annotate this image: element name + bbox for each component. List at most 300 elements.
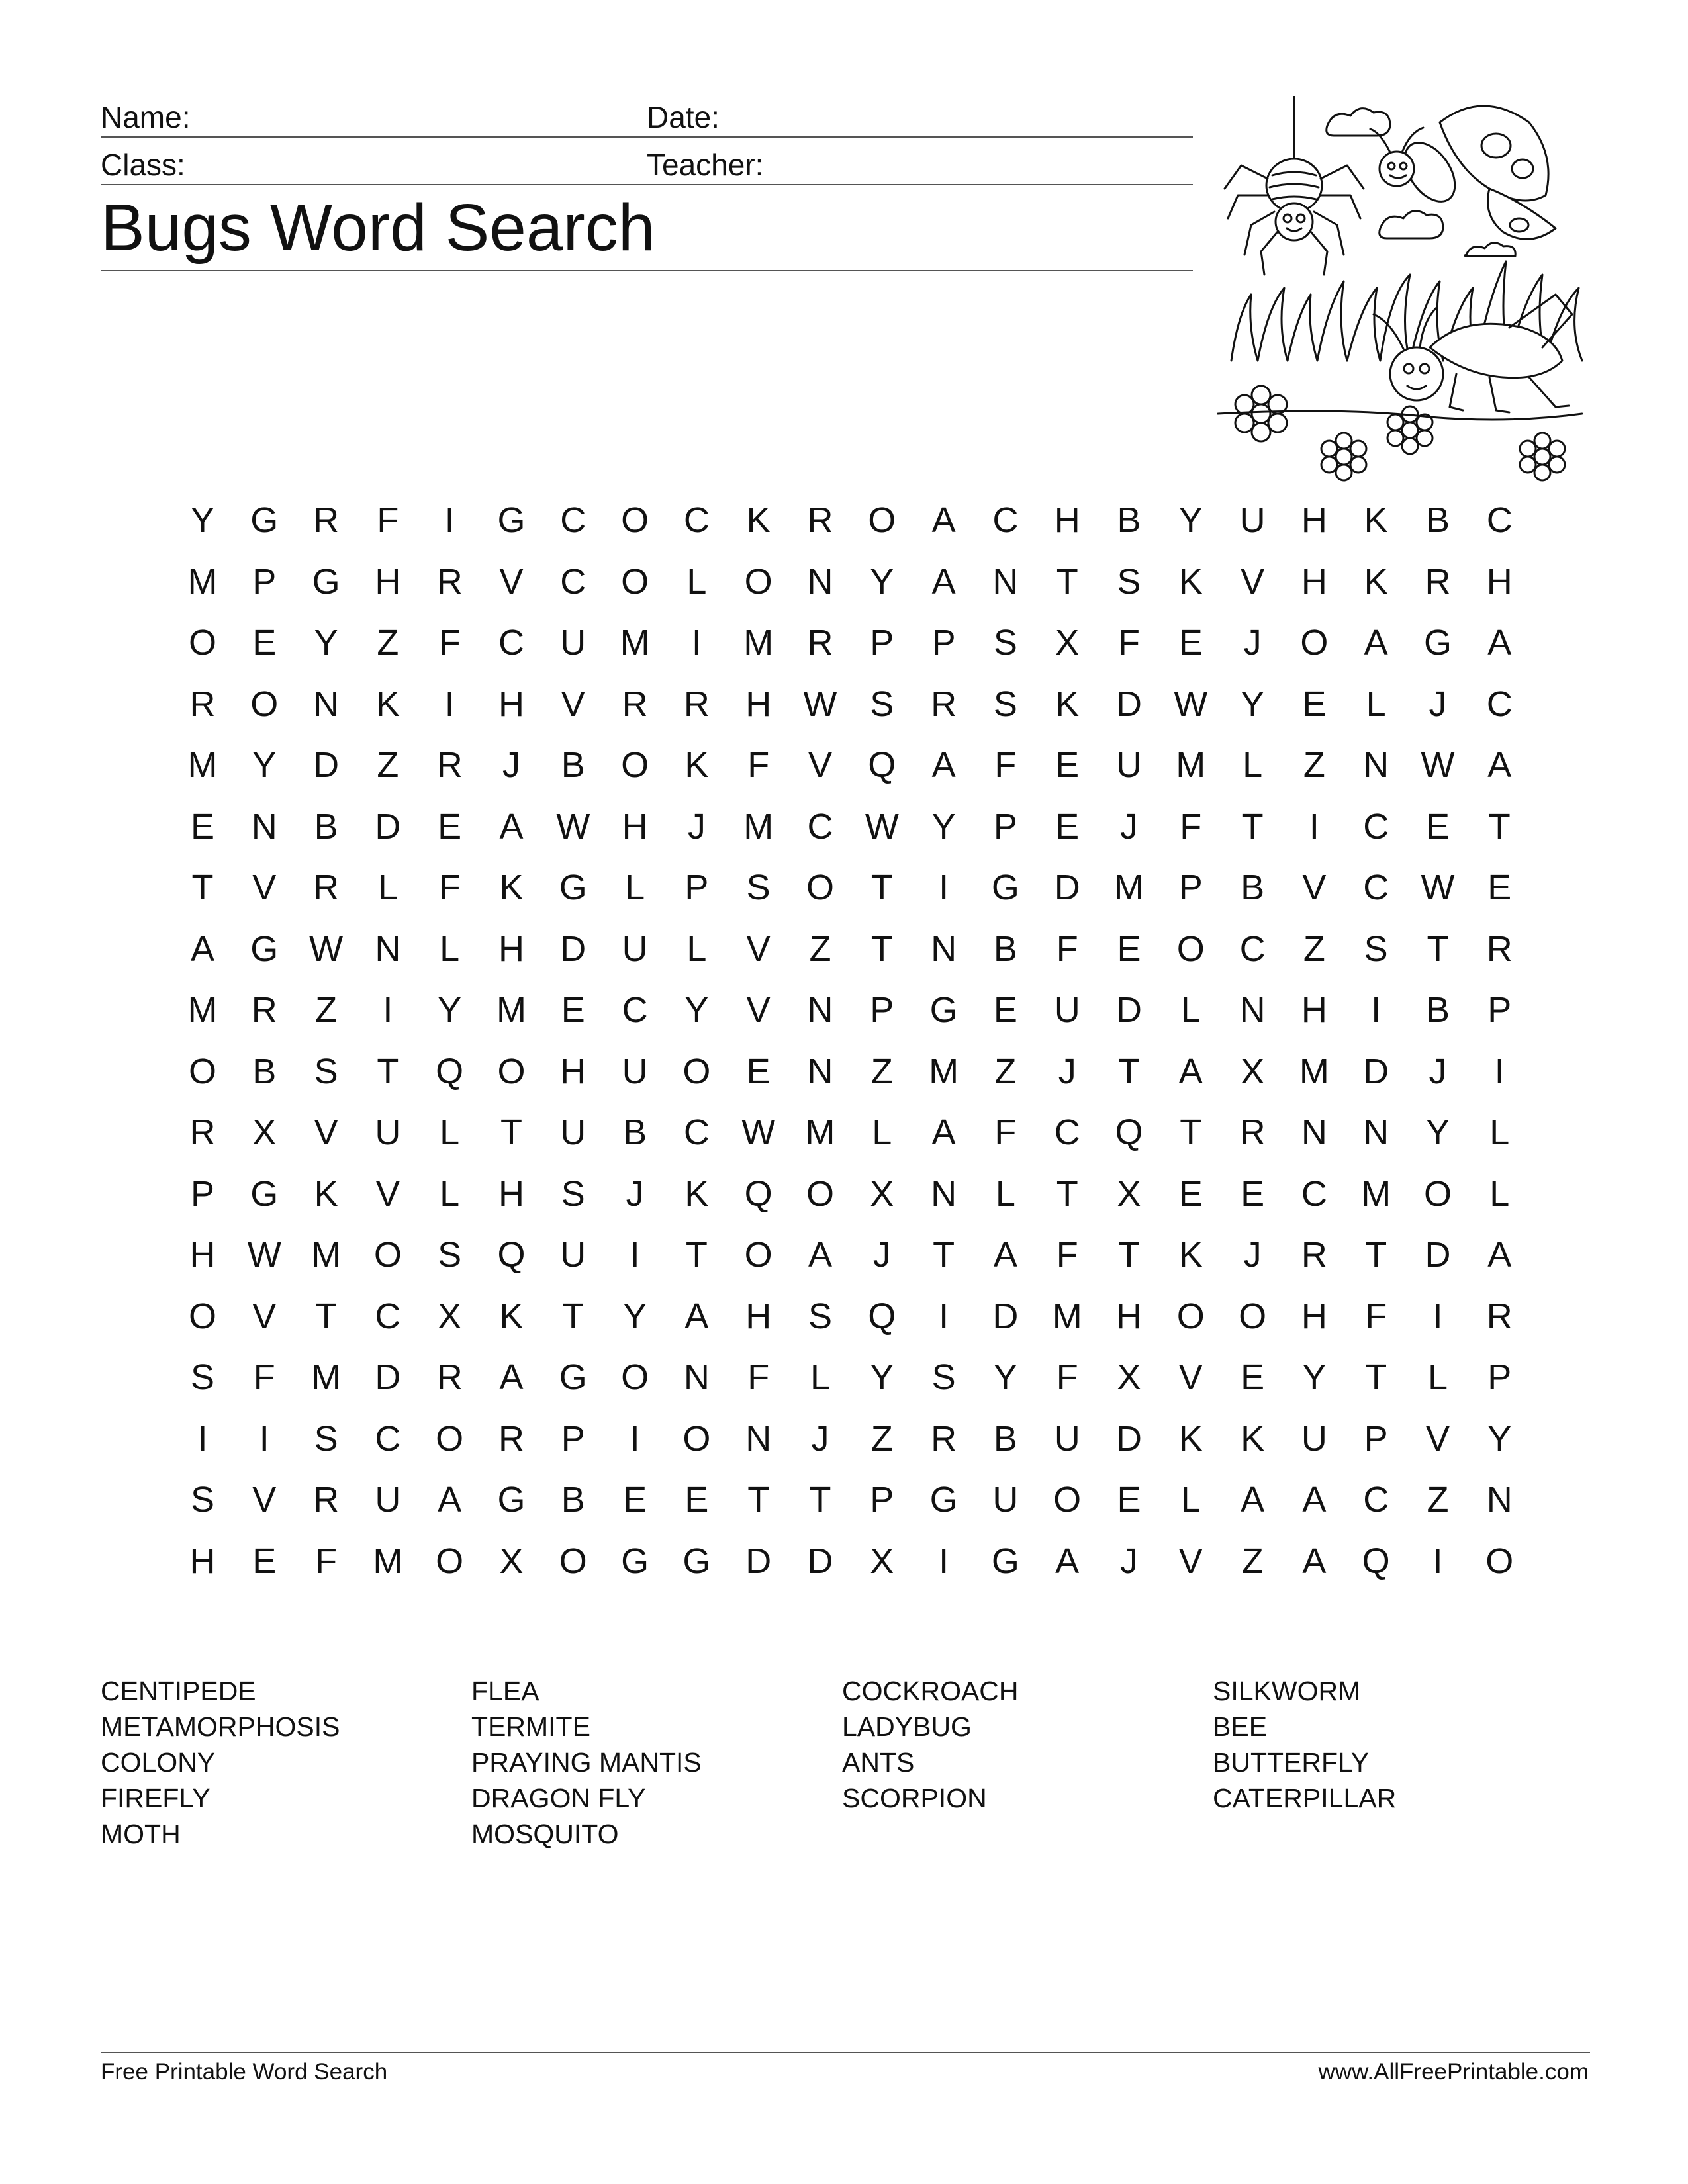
grid-letter: I xyxy=(1371,990,1382,1030)
grid-letter: Z xyxy=(870,1051,893,1091)
grid-letter: T xyxy=(809,1480,831,1520)
grid-letter: B xyxy=(561,1480,585,1520)
grid-letter: Y xyxy=(931,806,956,846)
grid-letter: X xyxy=(438,1296,462,1336)
grid-letter: U xyxy=(375,1113,401,1152)
footer-website: www.AllFreePrintable.com xyxy=(1318,2059,1589,2085)
grid-letter: O xyxy=(1176,1296,1205,1336)
butterfly-icon xyxy=(1370,106,1556,239)
grid-row xyxy=(172,674,1513,735)
grid-letter: A xyxy=(499,1357,524,1397)
grid-letter: C xyxy=(1363,1480,1389,1520)
grid-letter: C xyxy=(622,990,648,1030)
grid-letter: M xyxy=(1114,868,1144,907)
word-item: SCORPION xyxy=(842,1783,987,1813)
grid-letter: N xyxy=(931,1173,957,1214)
grid-letter: I xyxy=(1432,1541,1443,1581)
grid-letter: R xyxy=(498,1418,524,1459)
grid-letter: O xyxy=(1053,1480,1082,1520)
grid-letter: E xyxy=(561,990,585,1030)
grid-letter: V xyxy=(808,745,833,785)
grid-letter: A xyxy=(1241,1480,1265,1520)
word-item: METAMORPHOSIS xyxy=(101,1711,340,1742)
grid-letter: O xyxy=(1423,1173,1452,1214)
grid-letter: H xyxy=(498,1173,524,1214)
grid-letter: A xyxy=(1487,1235,1512,1275)
word-item: LADYBUG xyxy=(842,1711,972,1742)
grid-letter: E xyxy=(1425,806,1450,846)
grid-letter: M xyxy=(373,1541,403,1581)
grid-letter: T xyxy=(1365,1235,1387,1275)
grid-letter: J xyxy=(1243,1235,1262,1275)
grid-letter: F xyxy=(1056,1357,1078,1397)
grid-letter: H xyxy=(189,1541,216,1581)
bugs-illustration-icon xyxy=(1211,96,1589,486)
grid-letter: T xyxy=(870,929,893,969)
grid-letter: D xyxy=(1425,1235,1451,1275)
grid-letter: M xyxy=(1176,745,1206,785)
grid-letter: V xyxy=(1178,1357,1203,1397)
grid-letter: X xyxy=(870,1541,894,1581)
grid-letter: C xyxy=(560,561,586,602)
grid-letter: P xyxy=(1487,1357,1512,1397)
grid-letter: W xyxy=(309,929,344,969)
grid-letter: E xyxy=(623,1480,647,1520)
grid-letter: O xyxy=(682,1051,711,1091)
grid-letter: O xyxy=(436,1541,464,1581)
grid-row xyxy=(172,1408,1512,1470)
grid-letter: G xyxy=(1423,623,1452,662)
grid-letter: N xyxy=(807,561,833,602)
grid-letter: T xyxy=(1427,929,1449,969)
grid-letter: H xyxy=(375,561,401,602)
grid-letter: R xyxy=(1486,1296,1513,1336)
grid-letter: F xyxy=(1056,929,1078,969)
grid-letter: S xyxy=(1364,929,1388,969)
grid-letter: M xyxy=(1361,1173,1391,1214)
grid-letter: D xyxy=(560,929,586,969)
grid-letter: T xyxy=(1056,561,1078,602)
grid-letter: O xyxy=(1239,1296,1267,1336)
grid-letter: Y xyxy=(252,745,277,785)
grid-letter: E xyxy=(438,806,462,846)
grid-letter: R xyxy=(1486,929,1513,969)
grid-letter: M xyxy=(620,623,650,662)
grid-letter: N xyxy=(251,806,277,846)
grid-letter: L xyxy=(1180,990,1201,1030)
footer-divider xyxy=(101,2052,1590,2053)
grid-letter: O xyxy=(436,1418,464,1459)
grid-letter: O xyxy=(621,500,649,540)
grid-letter: G xyxy=(682,1541,711,1581)
grid-letter: H xyxy=(498,929,524,969)
grid-letter: L xyxy=(1243,745,1263,785)
grid-letter: V xyxy=(252,868,277,907)
grid-letter: I xyxy=(383,990,393,1030)
grid-letter: S xyxy=(561,1173,585,1214)
grid-letter: U xyxy=(992,1480,1019,1520)
grid-letter: Y xyxy=(993,1357,1017,1397)
grid-letter: B xyxy=(561,745,585,785)
grid-letter: E xyxy=(1302,684,1327,724)
grid-letter: G xyxy=(991,1541,1019,1581)
grid-letter: M xyxy=(805,1113,835,1152)
grid-letter: K xyxy=(684,745,709,785)
grid-letter: R xyxy=(1301,1235,1327,1275)
grid-letter: I xyxy=(259,1418,269,1459)
grid-letter: C xyxy=(1301,1173,1327,1214)
grid-letter: E xyxy=(746,1051,771,1091)
date-label: Date: xyxy=(647,100,720,134)
grid-letter: C xyxy=(992,500,1019,540)
grid-letter: I xyxy=(197,1418,208,1459)
grid-row xyxy=(172,1224,1512,1286)
grid-letter: A xyxy=(499,806,524,846)
grid-row xyxy=(172,1286,1513,1347)
grid-letter: R xyxy=(622,684,648,724)
grid-letter: B xyxy=(314,806,338,846)
grid-letter: O xyxy=(188,623,216,662)
grid-letter: R xyxy=(436,745,463,785)
grid-letter: P xyxy=(561,1418,585,1459)
grid-letter: Y xyxy=(1425,1113,1450,1152)
grid-letter: D xyxy=(992,1296,1019,1336)
grid-letter: U xyxy=(622,1051,648,1091)
grid-letter: T xyxy=(562,1296,585,1336)
grid-letter: Z xyxy=(1427,1480,1449,1520)
grid-letter: A xyxy=(1364,623,1388,662)
grid-letter: W xyxy=(803,684,837,724)
word-item: MOSQUITO xyxy=(471,1819,619,1849)
grid-letter: F xyxy=(1365,1296,1387,1336)
grid-letter: C xyxy=(1363,806,1389,846)
grid-letter: S xyxy=(746,868,771,907)
grid-letter: C xyxy=(1486,500,1513,540)
grid-letter: L xyxy=(1489,1173,1510,1214)
word-item: TERMITE xyxy=(471,1711,590,1742)
grid-letter: M xyxy=(187,561,218,602)
grid-letter: N xyxy=(807,1051,833,1091)
grid-letter: Z xyxy=(870,1418,893,1459)
grid-letter: S xyxy=(190,1480,215,1520)
grid-letter: S xyxy=(438,1235,462,1275)
grid-letter: R xyxy=(436,561,463,602)
grid-letter: I xyxy=(444,684,455,724)
name-label: Name: xyxy=(101,100,191,134)
grid-letter: C xyxy=(1054,1113,1080,1152)
grid-letter: Z xyxy=(809,929,831,969)
grid-letter: Q xyxy=(868,1296,896,1336)
grid-letter: H xyxy=(189,1235,216,1275)
grid-letter: G xyxy=(250,929,279,969)
grid-letter: O xyxy=(373,1235,402,1275)
grid-letter: X xyxy=(499,1541,524,1581)
grid-letter: A xyxy=(1487,623,1512,662)
grid-letter: S xyxy=(314,1051,338,1091)
grid-letter: S xyxy=(314,1418,338,1459)
grid-letter: L xyxy=(995,1173,1015,1214)
grid-letter: E xyxy=(1055,745,1080,785)
grid-letter: M xyxy=(311,1357,342,1397)
name-date-row xyxy=(101,99,1193,138)
grid-letter: L xyxy=(686,929,707,969)
grid-letter: J xyxy=(811,1418,829,1459)
grid-letter: A xyxy=(190,929,215,969)
grid-letter: E xyxy=(1241,1173,1265,1214)
grid-letter: R xyxy=(313,868,340,907)
grid-letter: V xyxy=(746,929,771,969)
grid-row xyxy=(172,612,1512,674)
grid-letter: H xyxy=(622,806,648,846)
grid-letter: O xyxy=(621,561,649,602)
grid-letter: L xyxy=(1366,684,1386,724)
grid-letter: S xyxy=(993,684,1017,724)
word-item: BUTTERFLY xyxy=(1213,1747,1370,1778)
grid-letter: D xyxy=(313,745,340,785)
grid-letter: G xyxy=(250,500,279,540)
grid-row xyxy=(172,1531,1514,1592)
grid-letter: R xyxy=(1239,1113,1266,1152)
grid-letter: J xyxy=(1243,623,1262,662)
grid-letter: J xyxy=(1120,806,1138,846)
grid-letter: T xyxy=(377,1051,399,1091)
grid-letter: V xyxy=(252,1296,277,1336)
grid-letter: F xyxy=(747,745,770,785)
grid-letter: C xyxy=(375,1418,401,1459)
grid-letter: C xyxy=(560,500,586,540)
grid-letter: I xyxy=(1309,806,1319,846)
grid-letter: B xyxy=(993,929,1017,969)
grid-letter: B xyxy=(993,1418,1017,1459)
grid-letter: U xyxy=(1239,500,1266,540)
grid-row xyxy=(172,796,1511,858)
grid-letter: E xyxy=(684,1480,709,1520)
grid-letter: U xyxy=(1116,745,1142,785)
grid-letter: K xyxy=(314,1173,338,1214)
grid-letter: E xyxy=(993,990,1017,1030)
grid-letter: C xyxy=(683,1113,710,1152)
grid-letter: F xyxy=(253,1357,275,1397)
grid-letter: U xyxy=(375,1480,401,1520)
grid-letter: Y xyxy=(684,990,709,1030)
grid-letter: V xyxy=(1425,1418,1450,1459)
grid-letter: W xyxy=(556,806,590,846)
grid-letter: H xyxy=(745,684,772,724)
grid-letter: T xyxy=(1118,1235,1140,1275)
grid-letter: W xyxy=(1421,868,1455,907)
grid-letter: A xyxy=(684,1296,709,1336)
grid-letter: M xyxy=(311,1235,342,1275)
grid-letter: X xyxy=(252,1113,277,1152)
grid-letter: W xyxy=(1421,745,1455,785)
grid-letter: G xyxy=(312,561,340,602)
grid-letter: A xyxy=(931,500,956,540)
grid-letter: Z xyxy=(1303,745,1325,785)
grid-letter: I xyxy=(630,1418,640,1459)
grid-letter: K xyxy=(684,1173,709,1214)
word-column xyxy=(842,1673,1199,1816)
grid-letter: T xyxy=(1365,1357,1387,1397)
grid-letter: Q xyxy=(436,1051,464,1091)
grid-letter: M xyxy=(187,745,218,785)
grid-letter: A xyxy=(1302,1541,1327,1581)
grid-letter: B xyxy=(252,1051,277,1091)
grid-letter: F xyxy=(377,500,399,540)
grid-row xyxy=(172,490,1513,551)
grid-letter: V xyxy=(314,1113,338,1152)
grid-letter: N xyxy=(375,929,401,969)
flowers-icon xyxy=(1235,386,1565,480)
grid-letter: L xyxy=(872,1113,892,1152)
grid-letter: G xyxy=(929,990,958,1030)
grid-letter: G xyxy=(559,1357,587,1397)
grid-letter: S xyxy=(1117,561,1141,602)
grid-letter: V xyxy=(1302,868,1327,907)
grid-letter: D xyxy=(375,806,401,846)
grid-letter: I xyxy=(939,1296,949,1336)
grid-letter: M xyxy=(496,990,526,1030)
grid-letter: R xyxy=(931,1418,957,1459)
grid-letter: V xyxy=(375,1173,400,1214)
grid-letter: M xyxy=(1052,1296,1082,1336)
grid-letter: T xyxy=(870,868,893,907)
grid-letter: O xyxy=(868,500,896,540)
grid-letter: Z xyxy=(994,1051,1017,1091)
grid-letter: T xyxy=(500,1113,522,1152)
grid-letter: E xyxy=(1178,1173,1203,1214)
grid-letter: Y xyxy=(1302,1357,1327,1397)
grid-letter: G xyxy=(250,1173,279,1214)
word-item: DRAGON FLY xyxy=(471,1783,646,1813)
grid-letter: P xyxy=(1364,1418,1388,1459)
grid-letter: A xyxy=(931,745,956,785)
grid-letter: A xyxy=(1487,745,1512,785)
grid-letter: A xyxy=(1178,1051,1203,1091)
grid-row xyxy=(172,1469,1513,1531)
grid-row xyxy=(172,979,1512,1041)
word-item: CENTIPEDE xyxy=(101,1676,256,1706)
grid-letter: A xyxy=(1302,1480,1327,1520)
grid-letter: D xyxy=(1363,1051,1389,1091)
grid-letter: L xyxy=(377,868,398,907)
grid-letter: Q xyxy=(744,1173,773,1214)
grid-letter: M xyxy=(187,990,218,1030)
grid-letter: T xyxy=(1118,1051,1140,1091)
grid-letter: P xyxy=(190,1173,215,1214)
grid-letter: O xyxy=(1485,1541,1514,1581)
grid-letter: X xyxy=(1117,1357,1141,1397)
grid-letter: I xyxy=(1494,1051,1505,1091)
grid-letter: L xyxy=(1489,1113,1510,1152)
grid-letter: U xyxy=(560,1235,586,1275)
grid-letter: T xyxy=(747,1480,770,1520)
grid-letter: I xyxy=(1432,1296,1443,1336)
grid-letter: L xyxy=(440,1173,460,1214)
grid-letter: P xyxy=(252,561,277,602)
grid-letter: C xyxy=(1486,684,1513,724)
grid-letter: O xyxy=(1176,929,1205,969)
grid-letter: Z xyxy=(1241,1541,1264,1581)
grid-letter: D xyxy=(1116,990,1142,1030)
grid-letter: Y xyxy=(190,500,215,540)
grid-letter: U xyxy=(1054,1418,1080,1459)
grid-letter: T xyxy=(933,1235,955,1275)
grid-letter: B xyxy=(1425,990,1450,1030)
grid-letter: R xyxy=(436,1357,463,1397)
word-column xyxy=(101,1673,458,1852)
grid-letter: R xyxy=(189,684,216,724)
grid-letter: U xyxy=(622,929,648,969)
grid-row xyxy=(172,1163,1510,1225)
grid-letter: K xyxy=(1178,1235,1203,1275)
grid-letter: I xyxy=(444,500,455,540)
grid-letter: P xyxy=(870,623,894,662)
grid-letter: Z xyxy=(377,623,399,662)
grid-letter: V xyxy=(561,684,585,724)
grid-letter: H xyxy=(1301,500,1327,540)
grid-letter: P xyxy=(870,1480,894,1520)
grid-letter: Q xyxy=(1115,1113,1143,1152)
grid-letter: S xyxy=(190,1357,215,1397)
grid-letter: A xyxy=(1055,1541,1080,1581)
grid-letter: H xyxy=(1301,990,1327,1030)
grid-letter: O xyxy=(806,1173,834,1214)
grid-row xyxy=(172,1102,1510,1163)
grid-letter: C xyxy=(375,1296,401,1336)
grid-letter: D xyxy=(1054,868,1080,907)
grid-letter: M xyxy=(929,1051,959,1091)
grid-letter: A xyxy=(808,1235,833,1275)
footer-left-text: Free Printable Word Search xyxy=(101,2059,388,2085)
grid-letter: O xyxy=(682,1418,711,1459)
grid-letter: M xyxy=(743,806,774,846)
grid-letter: J xyxy=(687,806,706,846)
grid-letter: E xyxy=(1055,806,1080,846)
grid-letter: X xyxy=(1055,623,1080,662)
grid-letter: N xyxy=(807,990,833,1030)
grid-letter: K xyxy=(499,868,524,907)
grid-row xyxy=(172,1347,1512,1408)
grid-letter: O xyxy=(744,1235,773,1275)
letter-grid xyxy=(172,490,1514,1592)
grid-letter: X xyxy=(1241,1051,1265,1091)
grid-letter: T xyxy=(1056,1173,1078,1214)
grid-letter: D xyxy=(745,1541,772,1581)
grid-letter: Y xyxy=(1487,1418,1512,1459)
grid-letter: K xyxy=(746,500,771,540)
grid-letter: N xyxy=(931,929,957,969)
grid-letter: L xyxy=(686,561,707,602)
grid-letter: J xyxy=(502,745,520,785)
grid-letter: P xyxy=(993,806,1017,846)
grid-letter: T xyxy=(1241,806,1264,846)
grid-letter: U xyxy=(560,1113,586,1152)
grid-letter: K xyxy=(1364,561,1388,602)
grid-letter: S xyxy=(808,1296,833,1336)
grid-letter: V xyxy=(1178,1541,1203,1581)
grid-letter: H xyxy=(1486,561,1513,602)
grid-letter: O xyxy=(188,1296,216,1336)
grid-letter: Z xyxy=(315,990,338,1030)
word-item: BEE xyxy=(1213,1711,1268,1742)
grid-letter: K xyxy=(1178,561,1203,602)
grid-letter: D xyxy=(375,1357,401,1397)
grid-letter: S xyxy=(993,623,1017,662)
grid-letter: U xyxy=(1054,990,1080,1030)
grid-letter: R xyxy=(251,990,277,1030)
grid-letter: I xyxy=(691,623,702,662)
grid-letter: O xyxy=(621,1357,649,1397)
